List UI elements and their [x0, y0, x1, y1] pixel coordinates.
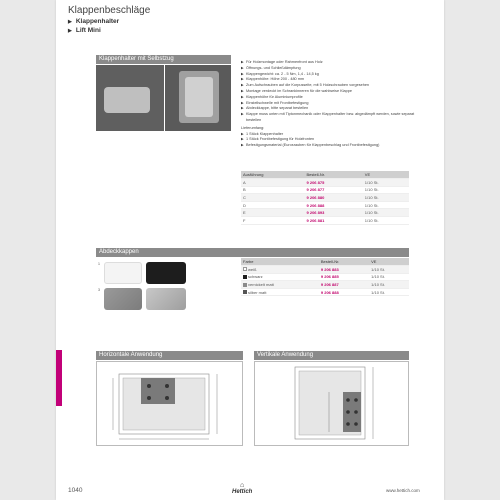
- feature-item: ▶ Klappenhöhe: Höhe 200 - 480 mm: [241, 77, 305, 82]
- table-row: schwarz 9 206 885 1/10 St.: [241, 273, 409, 281]
- thumb-label: 1: [98, 262, 100, 266]
- order-table-abdeckkappen: [241, 258, 409, 296]
- order-table-klappenhalter: [241, 171, 409, 225]
- table-row: C 9 206 880 1/10 St.: [241, 194, 409, 202]
- triangle-right-icon: ▶: [68, 27, 72, 34]
- color-swatch-icon: [243, 283, 247, 287]
- website-link[interactable]: www.hettich.com: [386, 488, 420, 493]
- table-row: A 9 206 875 1/10 St.: [241, 179, 409, 187]
- cap-black: [146, 262, 186, 284]
- delivery-scope-title: Lieferumfang:: [241, 125, 265, 130]
- thumb-label: 3: [98, 288, 100, 292]
- diagram-vertical: [254, 361, 409, 446]
- table-row: E 9 206 893 1/10 St.: [241, 209, 409, 217]
- triangle-right-icon: ▶: [68, 18, 72, 25]
- breadcrumb-1[interactable]: ▶ Klappenhalter: [68, 18, 120, 25]
- section-title-klappenhalter: Klappenhalter mit Selbstzug: [96, 55, 231, 64]
- feature-item: ▶ Für Holzmontage oder Rahmenfront aus Holz: [241, 60, 323, 64]
- color-swatch-icon: [243, 275, 247, 279]
- table-row: weiß 9 206 883 1/10 St.: [241, 266, 409, 274]
- product-photo-open: [165, 65, 231, 131]
- feature-item: ▶ Einstellschwelle mit Frontbefestigung: [241, 100, 309, 105]
- feature-list: [241, 60, 416, 149]
- cap-nickel: [104, 288, 142, 310]
- section-title-abdeckkappen: Abdeckkappen: [96, 248, 409, 257]
- hettich-logo-icon: ⌂: [240, 482, 245, 489]
- color-swatch-icon: [243, 290, 247, 294]
- table-row: vernickelt matt 9 206 887 1/10 St.: [241, 281, 409, 289]
- table-row: F 9 206 881 1/10 St.: [241, 217, 409, 225]
- feature-item: ▶ Öffnungs- und Schließdämpfung: [241, 65, 301, 70]
- product-photo-closed: [96, 65, 164, 131]
- brand-logo: ⌂ Hettich: [232, 482, 253, 495]
- cap-white: [104, 262, 142, 284]
- catalog-page: [56, 0, 444, 500]
- section-title-vertical: Vertikale Anwendung: [254, 351, 409, 360]
- horizontal-drawing: [97, 362, 242, 445]
- accent-tab: [56, 350, 62, 406]
- delivery-item: ▶ 1 Stück Frontbefestigung für Holzfronten: [241, 137, 315, 142]
- color-swatch-icon: [243, 267, 247, 271]
- feature-item: ▶ Montage verdeckt im Schrankinneren für die wahlweise Klappe: [241, 88, 352, 93]
- table-row: B 9 206 877 1/10 St.: [241, 186, 409, 194]
- table-header-row: Farbe Bestell-Nr. VE: [241, 258, 409, 266]
- feature-item: ▶ Abdeckkappe, bitte separat bestellen: [241, 106, 309, 111]
- table-row: D 9 206 888 1/10 St.: [241, 201, 409, 209]
- table-row: silber matt 9 206 888 1/10 St.: [241, 288, 409, 296]
- vertical-drawing: [255, 362, 408, 445]
- diagram-horizontal: [96, 361, 243, 446]
- delivery-item: ▶ 1 Stück Klappenhalter: [241, 131, 284, 136]
- table-header-row: Ausführung Bestell-Nr. VE: [241, 171, 409, 179]
- feature-item: ▶ Klappe muss unten mit Tiptonmechanik oder Klappenhalter bzw. abgedämpft werden, sowie separat bestellen: [241, 112, 415, 122]
- feature-item: ▶ Klappenhöhe für Aluminiumprofile: [241, 94, 303, 99]
- feature-item: ▶ Zum Aufschrauben auf die Korpusseite, mit 5 Holzschrauben vorgesehen: [241, 83, 370, 88]
- breadcrumb-2[interactable]: ▶ Lift Mini: [68, 27, 101, 34]
- delivery-item: ▶ Befestigungsmaterial (Eurosrauben für Klappenbeschlag und Frontbefestigung): [241, 143, 380, 148]
- feature-item: ▶ Klappengewicht: ca. 2 - 5 Nm, 1,4 - 14,5 kg: [241, 71, 319, 76]
- section-title-horizontal: Horizontale Anwendung: [96, 351, 243, 360]
- page-header: [68, 5, 150, 34]
- page-number: 1040: [68, 487, 83, 494]
- cap-silver: [146, 288, 186, 310]
- page-title: Klappenbeschläge: [68, 5, 151, 16]
